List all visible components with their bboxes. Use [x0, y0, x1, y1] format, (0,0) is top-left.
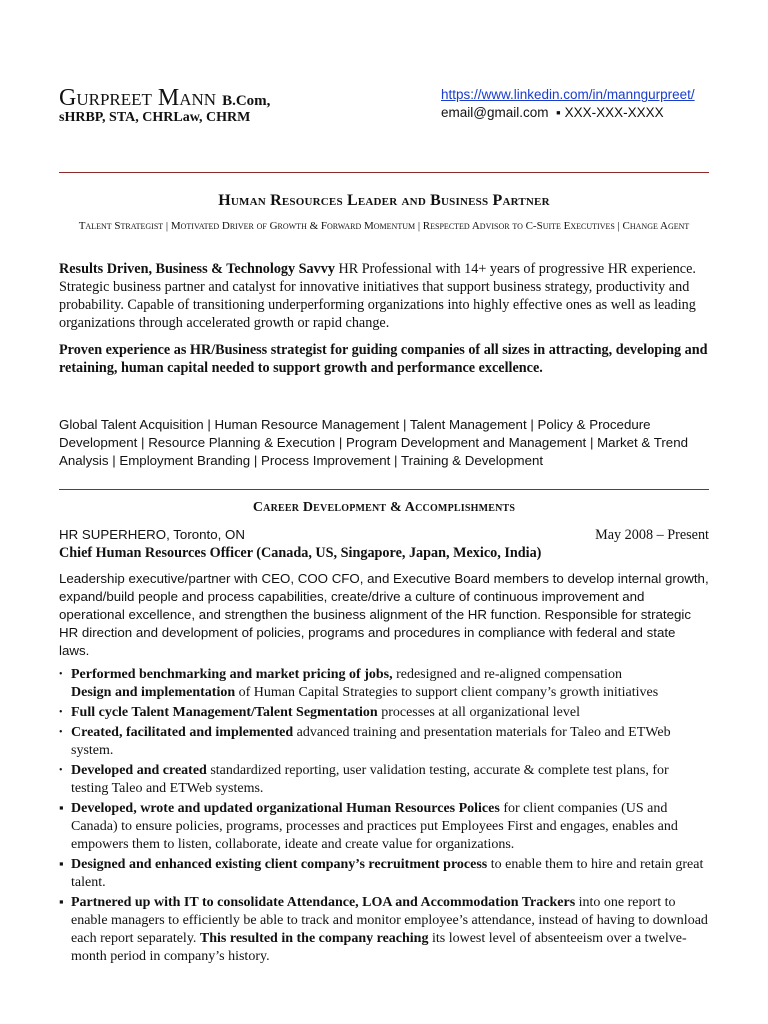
headline-tagline: Talent Strategist | Motivated Driver of Growth & Forward Momentum | Respected Advisor to C-Suite Executives | Change Agent: [78, 220, 690, 232]
job-description: Leadership executive/partner with CEO, COO CFO, and Executive Board members to develop internal growth, expand/build people and process capabilities, create/drive a culture of continuous improvement and operational excellence, and strengthen the business alignment of the HR function. Responsible for strategic HR direction and development of policies, programs and procedures in compliance with federal and state laws.: [59, 571, 709, 658]
phone-text: XXX-XXX-XXXX: [564, 105, 664, 120]
career-heading: Career Development & Accomplishments: [252, 500, 516, 515]
accomplishments-list: [59, 666, 709, 968]
section-divider: [59, 489, 709, 490]
bullet-separator-icon: ▪: [556, 105, 561, 120]
job-header: [59, 526, 709, 544]
job-dates: May 2008 – Present: [595, 527, 709, 543]
summary-paragraph: Results Driven, Business & Technology Savvy HR Professional with 14+ years of progressive HR experience. Strategic business partner and catalyst for innovative initiatives that support business strategy, productivity and probability. Capable of transitioning underperforming organizations into highly effective ones as well as leading organizations through accelerated growth or rapid change.: [59, 261, 696, 331]
list-item: • Full cycle Talent Management/Talent Segmentation processes at all organizational level: [59, 704, 709, 722]
job-role: Chief Human Resources Officer (Canada, US, Singapore, Japan, Mexico, India): [59, 545, 542, 561]
name-credential: B.Com,: [222, 93, 271, 109]
list-item: ▪ Partnered up with IT to consolidate Attendance, LOA and Accommodation Trackers into one report to enable managers to efficiently be able to track and monitor employee’s attendance, instead of having to download each report separately. This resulted in the company reaching its lowest level of absenteeism over a twelve-month period in company’s history.: [59, 894, 709, 966]
list-item: ▪ Developed, wrote and updated organizational Human Resources Polices for client companies (US and Canada) to ensure policies, programs, processes and practices put Employees First and engages, enables and empowers them to listen, collaborate, ideate and create value for organizations.: [59, 800, 709, 854]
list-item: • Created, facilitated and implemented advanced training and presentation materials for Taleo and ETWeb system.: [59, 724, 709, 760]
list-item: • Performed benchmarking and market pricing of jobs, redesigned and re-aligned compensation Design and implementation of Human Capital Strategies to support client company’s growth initiatives: [59, 666, 709, 702]
headline-title: Human Resources Leader and Business Partner: [218, 192, 550, 209]
contact-block: [441, 86, 695, 122]
company: HR SUPERHERO, Toronto, ON: [59, 527, 245, 542]
list-item: ▪ Designed and enhanced existing client company’s recruitment process to enable them to hire and retain great talent.: [59, 856, 709, 892]
certifications: sHRBP, STA, CHRLaw, CHRM: [59, 110, 251, 125]
email-text: email@gmail.com: [441, 105, 549, 120]
linkedin-link[interactable]: https://www.linkedin.com/in/manngurpreet/: [441, 87, 695, 102]
candidate-name: GURPREET MANN B.Com,: [59, 85, 271, 111]
skills-list: Global Talent Acquisition | Human Resource Management | Talent Management | Policy & Procedure Development | Resource Planning & Execution | Program Development and Management | Market & Trend Analysis | Employment Branding | Process Improvement | Training & Development: [59, 417, 688, 468]
header-divider: [59, 172, 709, 173]
list-item: • Developed and created standardized reporting, user validation testing, accurate & complete test plans, for testing Taleo and ETWeb systems.: [59, 762, 709, 798]
proven-experience: Proven experience as HR/Business strategist for guiding companies of all sizes in attracting, developing and retaining, human capital needed to support growth and performance excellence.: [59, 342, 708, 376]
